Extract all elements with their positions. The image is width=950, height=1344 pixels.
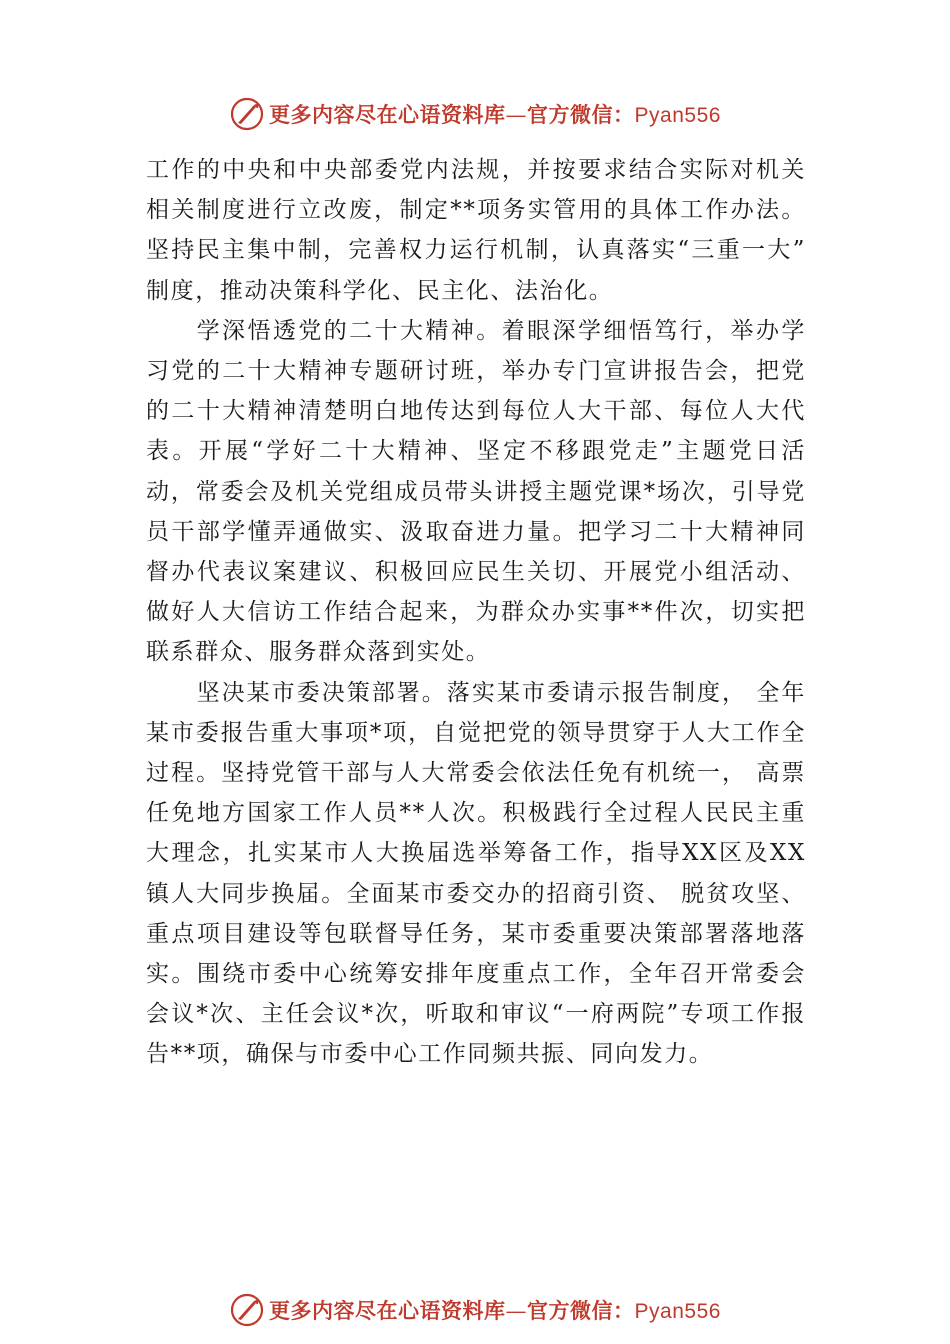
document-body	[146, 150, 806, 1075]
quill-logo-icon	[229, 1292, 265, 1328]
banner-main-text: 更多内容尽在心语资料库	[269, 1298, 506, 1323]
footer-banner	[0, 1290, 950, 1330]
banner-label: 官方微信：	[527, 1298, 635, 1323]
quill-logo-icon	[229, 96, 265, 132]
banner-text	[269, 1295, 721, 1325]
banner-dash: —	[505, 103, 528, 127]
paragraph-continuation: 工作的中央和中央部委党内法规，并按要求结合实际对机关相关制度进行立改废，制定**项务实管用的具体工作办法。 坚持民主集中制，完善权力运行机制，认真落实“三重一大” 制度，推动决策科学化、民主化、法治化。	[146, 157, 806, 304]
paragraph-city-committee: 坚决某市委决策部署。落实某市委请示报告制度， 全年某市委报告重大事项*项，自觉把党的领导贯穿于人大工作全过程。坚持党管干部与人大常委会依法任免有机统一， 高票任免地方国家工作人员**人次。积极践行全过程人民民主重大理念，扎实某市人大换届选举筹备工作，指导XX区及XX镇人大同步换届。全面某市委交办的招商引资、 脱贫攻坚、重点项目建设等包联督导任务，某市委重要决策部署落地落实。围绕市委中心统筹安排年度重点工作，全年召开常委会会议*次、主任会议*次，听取和审议“一府两院”专项工作报告**项，确保与市委中心工作同频共振、同向发力。	[146, 679, 806, 1068]
banner-label: 官方微信：	[527, 102, 635, 127]
paragraph-study-spirit: 学深悟透党的二十大精神。着眼深学细悟笃行，举办学习党的二十大精神专题研讨班，举办专门宣讲报告会，把党的二十大精神清楚明白地传达到每位人大干部、每位人大代表。开展“学好二十大精神、坚定不移跟党走”主题党日活动，常委会及机关党组成员带头讲授主题党课*场次，引导党员干部学懂弄通做实、汲取奋进力量。把学习二十大精神同督办代表议案建议、积极回应民生关切、开展党小组活动、 做好人大信访工作结合起来，为群众办实事**件次，切实把联系群众、服务群众落到实处。	[146, 317, 806, 666]
banner-main-text: 更多内容尽在心语资料库	[269, 102, 506, 127]
banner-handle: Pyan556	[634, 104, 721, 127]
banner-handle: Pyan556	[634, 1300, 721, 1323]
banner-text	[269, 99, 721, 129]
banner-dash: —	[505, 1299, 528, 1323]
header-banner	[0, 94, 950, 134]
